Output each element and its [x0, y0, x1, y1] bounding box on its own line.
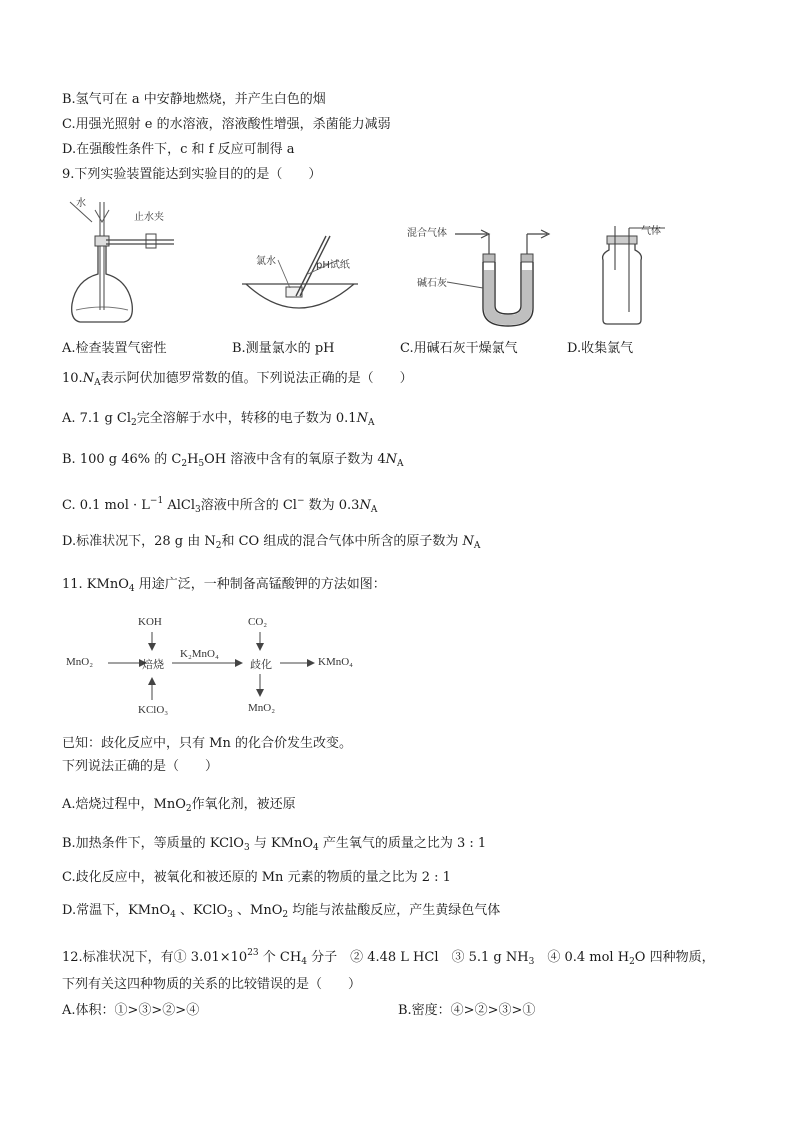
q11-option-d: D.常温下，KMnO$_4$ 、KClO$_3$ 、MnO$_2$ 均能与浓盐酸反应，产生黄绿色气体: [62, 903, 501, 920]
q11-ask: 下列说法正确的是（ ）: [62, 759, 219, 774]
q12-option-b: B.密度：④>②>③>①: [398, 1003, 536, 1018]
q12-stem-line2: 下列有关这四种物质的关系的比较错误的是（ ）: [62, 977, 362, 992]
q9-figure-a: [62, 192, 192, 332]
ph-paper-label: pH试纸: [316, 260, 350, 271]
roast-step: 焙烧: [142, 659, 164, 671]
k2mno4-intermediate: K₂MnO₄: [180, 648, 219, 660]
q12-option-a: A.体积：①>③>②>④: [62, 1003, 200, 1018]
disproportionation-step: 歧化: [250, 659, 272, 671]
q8-option-c: C.用强光照射 e 的水溶液，溶液酸性增强，杀菌能力减弱: [62, 117, 391, 132]
kclo3-reagent: KClO₃: [138, 704, 169, 716]
q10-number: 10.: [62, 371, 83, 386]
flask-apparatus-icon: [62, 192, 192, 332]
q10-option-a: A. 7.1 g $Cl_2$完全溶解于水中，转移的电子数为 $0.1N_A$: [62, 411, 375, 428]
na-symbol: N: [82, 371, 95, 386]
kmno4-process-diagram: [62, 612, 392, 722]
q11-option-a: A.焙烧过程中，MnO$_2$作氧化剂，被还原: [62, 797, 296, 814]
soda-lime-label: 碱石灰: [417, 278, 447, 289]
q8-option-d: D.在强酸性条件下，c 和 f 反应可制得 a: [62, 142, 295, 157]
q11-option-b: B.加热条件下，等质量的 KClO$_3$ 与 KMnO$_4$ 产生氧气的质量之比为 3 : 1: [62, 836, 487, 853]
kmno4-product: KMnO₄: [318, 656, 354, 668]
q9-stem: 9.下列实验装置能达到实验目的的是（ ）: [62, 167, 322, 182]
q9-figure-b: [238, 232, 368, 327]
na-subscript: A: [94, 378, 101, 388]
q9-option-b: B.测量氯水的 pH: [232, 341, 335, 356]
evaporating-dish-icon: [238, 232, 368, 327]
mixed-gas-label: 混合气体: [407, 228, 447, 239]
koh-reagent: KOH: [138, 616, 162, 628]
q9-option-d: D.收集氯气: [567, 341, 634, 356]
q8-option-b: B.氢气可在 a 中安静地燃烧，并产生白色的烟: [62, 92, 326, 107]
q9-figure-c: [405, 218, 555, 330]
mno2-byproduct: MnO₂: [248, 702, 276, 714]
mno2-input: MnO₂: [66, 656, 94, 668]
gas-label: 气体: [641, 226, 661, 237]
q10-option-d: D.标准状况下，28 g 由 $N_2$和 CO 组成的混合气体中所含的原子数为 $N_A$: [62, 534, 481, 551]
co2-reagent: CO₂: [248, 616, 268, 628]
clamp-label: 止水夹: [134, 212, 164, 223]
q9-option-a: A.检查装置气密性: [62, 341, 167, 356]
chlorine-water-label: 氯水: [256, 256, 276, 267]
gas-bottle-icon: [585, 220, 675, 328]
q10-option-c: C. 0.1 mol · $L^{-1}$ AlCl$_3$溶液中所含的 Cl− 数为 $0.3N_A$: [62, 496, 378, 515]
q12-stem-line1: 12.标准状况下，有① $3.01\times 10^{23}$ 个 $CH_4$ 分子 ② 4.48 L HCl ③ 5.1 g $NH_3$ ④ 0.4 mol $H_2O$ 四种物质，: [62, 948, 715, 967]
q11-stem: 11. KMnO$_4$ 用途广泛，一种制备高锰酸钾的方法如图：: [62, 577, 386, 594]
q9-figure-d: [585, 220, 675, 328]
q11-option-c: C.歧化反应中，被氧化和被还原的 Mn 元素的物质的量之比为 2 : 1: [62, 870, 451, 885]
q10-stem-text: 表示阿伏加德罗常数的值。下列说法正确的是（ ）: [100, 371, 413, 386]
q10-stem: [62, 370, 413, 392]
q10-option-b: B. 100 g 46% 的 $C_2H_5OH$ 溶液中含有的氧原子数为 $4N_A$: [62, 452, 404, 469]
q9-option-c: C.用碱石灰干燥氯气: [400, 341, 518, 356]
q11-known: 已知：歧化反应中，只有 Mn 的化合价发生改变。: [62, 736, 352, 751]
water-label: 水: [76, 198, 86, 209]
